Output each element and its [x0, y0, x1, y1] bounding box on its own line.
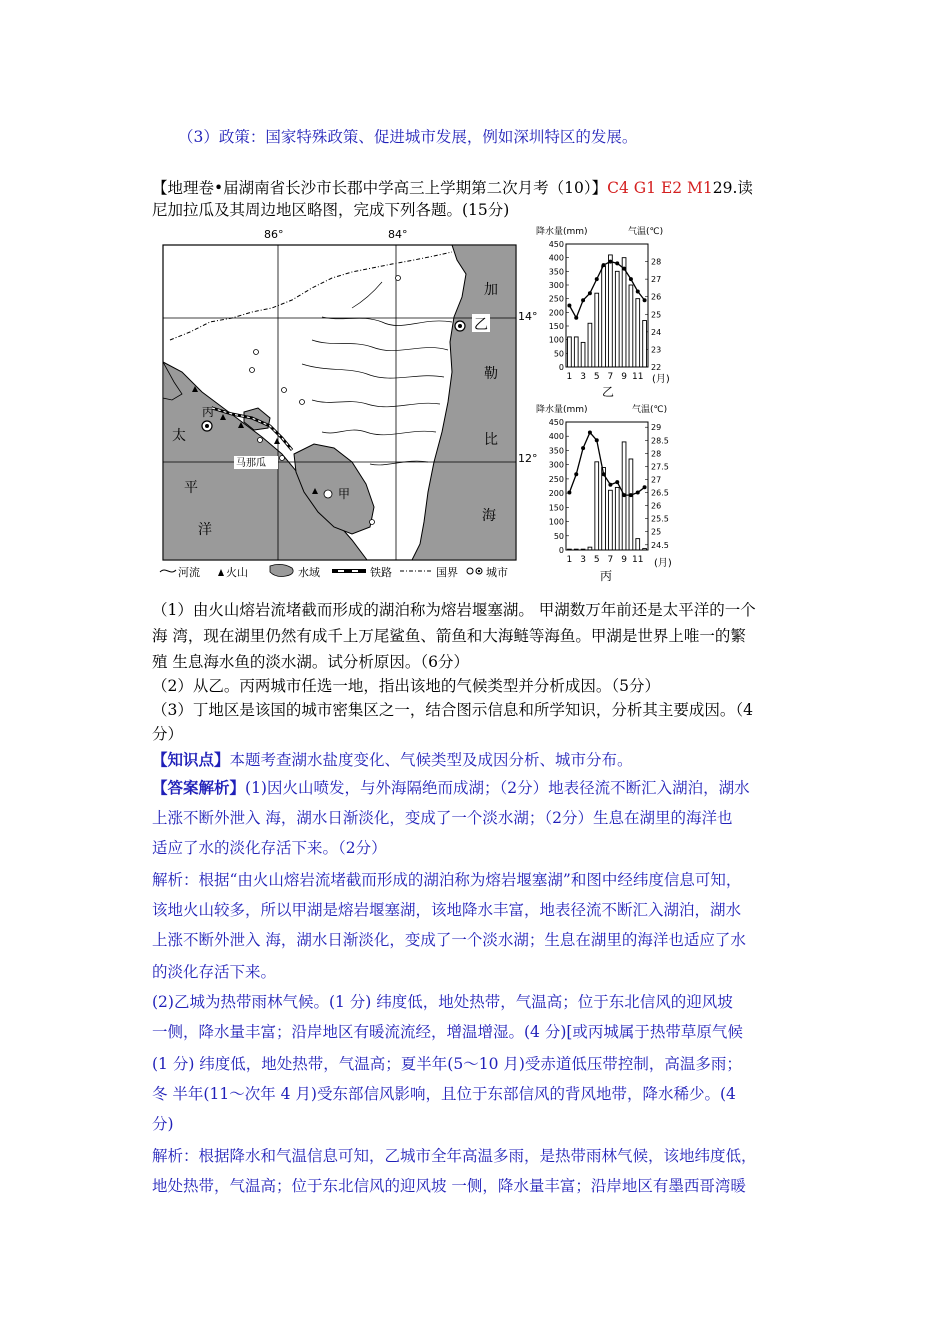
bing-precip-bar-5: [595, 462, 599, 550]
answer-line-6: 上涨不断外泄入 海，湖水日渐淡化，变成了一个淡水湖；生息在湖里的海洋也适应了水: [152, 931, 746, 949]
bing-left-tick-7: 100: [548, 517, 564, 527]
bing-temp-point-5: [595, 438, 599, 442]
yi-left-tick-6: 150: [548, 322, 564, 331]
city-label-jia: 甲: [338, 487, 351, 501]
yi-precip-bar-5: [595, 293, 599, 367]
ocean-label-1: 太: [172, 428, 186, 444]
yi-precip-bar-11: [636, 299, 640, 367]
bing-temp-point-11: [636, 491, 640, 495]
bing-left-tick-2: 350: [548, 446, 564, 456]
bing-bars: [568, 442, 647, 550]
bing-x-tick-3: 7: [607, 555, 614, 565]
yi-right-tick-5: 23: [651, 345, 662, 355]
bing-left-tick-6: 150: [548, 503, 564, 513]
bing-temp-point-3: [581, 446, 585, 450]
bing-temp-point-1: [567, 491, 571, 495]
question-1-line-a: （1）由火山熔岩流堵截而形成的湖泊称为熔岩堰塞湖。 甲湖数万年前还是太平洋的一个: [152, 601, 756, 619]
answer-line-8: (2)乙城为热带雨林气候。(1 分) 纬度低，地处热带，气温高；位于东北信风的迎风坡: [152, 993, 733, 1011]
bing-precip-bar-11: [636, 539, 640, 550]
bing-temp-point-4: [588, 430, 592, 434]
bing-x-tick-0: 1: [566, 555, 573, 565]
yi-temp-point-11: [636, 289, 640, 293]
answer-text-1: (1)因火山喷发，与外海隔绝而成湖；（2分）地表径流不断汇入湖泊，湖水: [245, 779, 750, 797]
answer-line-2: 上涨不断外泄入 海，湖水日渐淡化，变成了一个淡水湖；（2分）生息在湖里的海洋也: [152, 809, 733, 827]
bing-temp-point-7: [608, 483, 612, 487]
bing-precip-bar-7: [609, 490, 613, 550]
map-legend: [160, 564, 508, 579]
question-1-line-c: 殖 生息海水鱼的淡水湖。试分析原因。（6分）: [152, 653, 470, 671]
lon-84: 84°: [388, 228, 408, 241]
bing-right-tick-5: 26.5: [651, 488, 669, 498]
bing-xlabel: (月): [654, 558, 672, 569]
source-label: 【地理卷•届湖南省长沙市长郡中学高三上学期第二次月考（10）】: [152, 179, 608, 197]
yi-temp-point-6: [602, 263, 606, 267]
bing-right-tick-6: 26: [651, 501, 662, 511]
bing-left-tick-5: 200: [548, 489, 564, 499]
answer-line-1: [152, 778, 750, 798]
yi-x-tick-2: 5: [593, 372, 600, 382]
bing-x-tick-1: 3: [580, 555, 586, 565]
bing-x-ticks: [567, 555, 644, 565]
question-number: 29.读: [712, 179, 753, 197]
sea-label-4: 海: [482, 508, 496, 524]
answer-line-7: 的淡化存活下来。: [152, 963, 277, 981]
yi-left-tick-1: 400: [548, 253, 564, 263]
yi-temp-point-2: [574, 316, 578, 320]
bing-left-tick-9: 0: [558, 546, 564, 555]
yi-precip-bar-3: [581, 342, 585, 367]
yi-left-tick-0: 450: [548, 240, 564, 249]
yi-precip-bar-1: [568, 337, 572, 367]
bing-right-ticks: [645, 423, 669, 550]
answer-line-5: 该地火山较多，所以甲湖是熔岩堰塞湖，该地降水丰富，地表径流不断汇入湖泊，湖水: [152, 901, 742, 919]
bing-left-tick-4: 250: [548, 474, 564, 484]
bing-right-tick-9: 24.5: [651, 540, 669, 550]
yi-precip-bar-9: [622, 258, 626, 367]
yi-x-tick-3: 7: [607, 372, 614, 382]
nicaragua-map: [152, 222, 538, 584]
bing-plot-frame: [566, 422, 648, 550]
yi-temp-point-9: [622, 267, 626, 271]
yi-precip-bar-8: [615, 271, 619, 367]
yi-line: [567, 260, 646, 320]
yi-left-tick-7: 100: [548, 335, 564, 345]
yi-temp-point-1: [567, 304, 571, 308]
bing-right-label: 气温(℃): [632, 405, 668, 415]
yi-right-tick-3: 25: [651, 310, 662, 320]
city-label-bing: 丙: [202, 405, 215, 419]
answer-line-10: (1 分) 纬度低，地处热带，气温高；夏半年(5～10 月)受赤道低压带控制，高温多雨；: [152, 1055, 742, 1073]
bing-right-tick-7: 25.5: [651, 514, 669, 524]
legend-city: 城市: [486, 566, 508, 579]
city-label-yi: 乙: [474, 317, 488, 333]
legend-river: 河流: [178, 566, 200, 579]
bing-left-label: 降水量(mm): [536, 405, 588, 415]
bing-temp-point-12: [643, 485, 647, 489]
legend-volcano: 火山: [226, 566, 248, 579]
yi-right-tick-6: 22: [651, 363, 662, 372]
bing-temp-line: [569, 432, 644, 495]
bing-line: [567, 430, 646, 497]
yi-left-tick-9: 0: [558, 363, 564, 372]
yi-right-tick-0: 28: [651, 257, 662, 267]
bing-right-tick-3: 27.5: [651, 462, 669, 472]
policy-line: （3）政策：国家特殊政策、促进城市发展，例如深圳特区的发展。: [178, 128, 638, 146]
bing-right-tick-0: 29: [651, 423, 662, 433]
yi-x-tick-0: 1: [566, 372, 573, 382]
yi-precip-bar-2: [574, 337, 578, 367]
knowledge-label: 【知识点】: [152, 750, 230, 769]
bing-left-tick-3: 300: [548, 460, 564, 470]
bing-precip-bar-6: [602, 468, 606, 550]
answer-line-11: 冬 半年(11～次年 4 月)受东部信风影响，且位于东部信风的背风地带，降水稀少。(4: [152, 1085, 736, 1103]
yi-precip-bar-4: [588, 323, 592, 367]
bing-x-tick-5: 11: [632, 555, 644, 565]
bing-title: 丙: [600, 569, 613, 583]
yi-x-tick-1: 3: [580, 372, 586, 382]
sea-label-3: 比: [484, 432, 498, 448]
yi-temp-point-3: [581, 298, 585, 302]
yi-precip-bar-12: [643, 321, 647, 367]
yi-temp-point-8: [615, 261, 619, 265]
bing-left-tick-1: 400: [548, 432, 564, 442]
yi-left-label: 降水量(mm): [536, 227, 588, 237]
legend-rail: 铁路: [370, 566, 392, 579]
bing-left-tick-0: 450: [548, 418, 564, 427]
bing-temp-point-9: [622, 493, 626, 497]
yi-precip-bar-6: [602, 266, 606, 367]
city-yi: [455, 321, 465, 331]
sea-label-2: 勒: [484, 366, 498, 382]
lat-14: 14°: [518, 310, 538, 323]
yi-precip-bar-10: [629, 285, 633, 367]
lake-island: [324, 490, 332, 498]
bing-precip-bar-8: [615, 487, 619, 550]
question-3-line-a: （3）丁地区是该国的城市密集区之一，结合图示信息和所学知识，分析其主要成因。（4: [152, 701, 753, 719]
ocean-label-3: 洋: [198, 522, 212, 538]
topic-codes: C4 G1 E2 M1: [607, 179, 713, 197]
yi-left-tick-4: 250: [548, 294, 564, 304]
question-header: [152, 178, 753, 198]
bing-temp-point-2: [574, 472, 578, 476]
ocean-label-2: 平: [184, 480, 198, 496]
yi-right-tick-4: 24: [651, 327, 662, 337]
yi-temp-point-7: [608, 260, 612, 264]
question-3-line-b: 分）: [152, 725, 184, 743]
lat-12: 12°: [518, 452, 538, 465]
legend-water: 水域: [298, 566, 320, 579]
yi-precip-bar-7: [609, 255, 613, 367]
yi-left-tick-8: 50: [553, 349, 564, 359]
climate-chart-bing: [536, 400, 684, 584]
answer-line-12: 分): [152, 1115, 174, 1133]
bing-left-tick-8: 50: [553, 531, 564, 541]
yi-x-tick-4: 9: [621, 372, 627, 382]
yi-x-ticks: [567, 372, 644, 382]
bing-right-tick-1: 28.5: [651, 436, 669, 446]
yi-temp-point-10: [629, 277, 633, 281]
bing-temp-point-6: [602, 472, 606, 476]
city-bing: [202, 421, 212, 431]
question-intro: 尼加拉瓜及其周边地区略图，完成下列各题。(15分): [152, 201, 510, 219]
answer-line-9: 一侧，降水量丰富；沿岸地区有暖流流经，增温增湿。(4 分)[或丙城属于热带草原气候: [152, 1023, 743, 1041]
bing-x-tick-4: 9: [621, 555, 627, 565]
yi-left-tick-3: 300: [548, 281, 564, 290]
yi-xlabel: (月): [652, 374, 670, 385]
city-label-managua: 马那瓜: [236, 458, 266, 469]
bing-precip-bar-10: [629, 459, 633, 550]
yi-left-tick-5: 200: [548, 308, 564, 318]
bing-right-tick-8: 25: [651, 527, 662, 537]
climate-chart-yi: [536, 222, 684, 400]
yi-temp-point-4: [588, 291, 592, 295]
yi-right-tick-1: 27: [651, 275, 662, 285]
yi-temp-point-5: [595, 277, 599, 281]
answer-line-3: 适应了水的淡化存活下来。（2分）: [152, 839, 387, 857]
knowledge-text: 本题考查湖水盐度变化、气候类型及成因分析、城市分布。: [229, 751, 633, 769]
answer-label: 【答案解析】: [152, 778, 246, 797]
bing-right-tick-4: 27: [651, 475, 662, 485]
yi-right-label: 气温(℃): [628, 227, 664, 237]
answer-line-14: 地处热带，气温高；位于东北信风的迎风坡 一侧，降水量丰富；沿岸地区有墨西哥湾暖: [152, 1177, 746, 1195]
lon-86: 86°: [264, 228, 284, 241]
bing-temp-point-8: [615, 480, 619, 484]
answer-line-13: 解析：根据降水和气温信息可知，乙城市全年高温多雨，是热带雨林气候，该地纬度低，: [152, 1147, 757, 1165]
question-1-line-b: 海 湾，现在湖里仍然有成千上万尾鲨鱼、箭鱼和大海鲢等海鱼。甲湖是世界上唯一的繁: [152, 627, 746, 645]
question-2: （2）从乙。丙两城市任选一地，指出该地的气候类型并分析成因。（5分）: [152, 677, 660, 695]
legend-border: 国界: [436, 566, 458, 579]
knowledge-point: [152, 750, 633, 770]
yi-right-tick-2: 26: [651, 292, 662, 302]
yi-temp-point-12: [643, 298, 647, 302]
bing-right-tick-2: 28: [651, 449, 662, 459]
bing-x-tick-2: 5: [593, 555, 600, 565]
bing-temp-point-10: [629, 493, 633, 497]
yi-x-tick-5: 11: [632, 372, 644, 382]
yi-left-tick-2: 350: [548, 267, 564, 277]
sea-label-1: 加: [484, 282, 498, 298]
answer-line-4: 解析：根据“由火山熔岩流堵截而形成的湖泊称为熔岩堰塞湖”和图中经纬度信息可知，: [152, 871, 742, 889]
yi-right-ticks: [645, 258, 661, 372]
yi-temp-line: [569, 262, 644, 318]
yi-title: 乙: [602, 385, 615, 399]
